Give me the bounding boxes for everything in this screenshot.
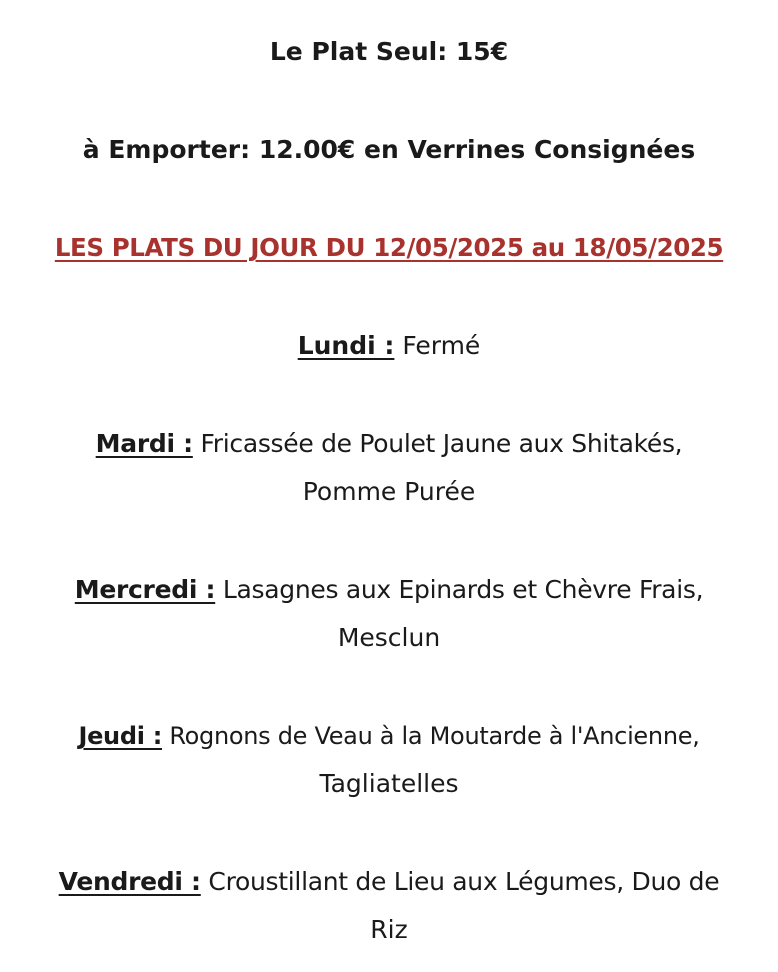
- day-entry-lundi: [0, 322, 778, 370]
- day-entry-vendredi: [0, 858, 778, 906]
- day-label: Lundi :: [297, 331, 395, 360]
- day-label: Vendredi :: [58, 867, 201, 896]
- dish-text: Fricassée de Poulet Jaune aux Shitakés,: [200, 429, 683, 458]
- menu-title: LES PLATS DU JOUR DU 12/05/2025 au 18/05/2025: [54, 233, 724, 262]
- plat-seul-price: Le Plat Seul: 15€: [269, 37, 509, 66]
- emporter-price: à Emporter: 12.00€ en Verrines Consignées: [82, 135, 696, 164]
- dish-text-continued: Tagliatelles: [319, 769, 459, 798]
- day-entry-mardi: [0, 420, 778, 468]
- day-label: Jeudi :: [78, 722, 163, 750]
- dish-text: Fermé: [402, 331, 481, 360]
- dish-text: Rognons de Veau à la Moutarde à l'Ancienne,: [169, 722, 700, 750]
- dish-text-continued: Riz: [370, 915, 408, 944]
- day-label: Mardi :: [95, 429, 193, 458]
- dish-text-continued: Mesclun: [337, 623, 441, 652]
- day-entry-mercredi: [0, 566, 778, 614]
- dish-text-continued: Pomme Purée: [302, 477, 476, 506]
- day-label: Mercredi :: [74, 575, 216, 604]
- dish-text: Croustillant de Lieu aux Légumes, Duo de: [208, 867, 720, 896]
- dish-text: Lasagnes aux Epinards et Chèvre Frais,: [222, 575, 704, 604]
- day-entry-jeudi: [0, 712, 778, 760]
